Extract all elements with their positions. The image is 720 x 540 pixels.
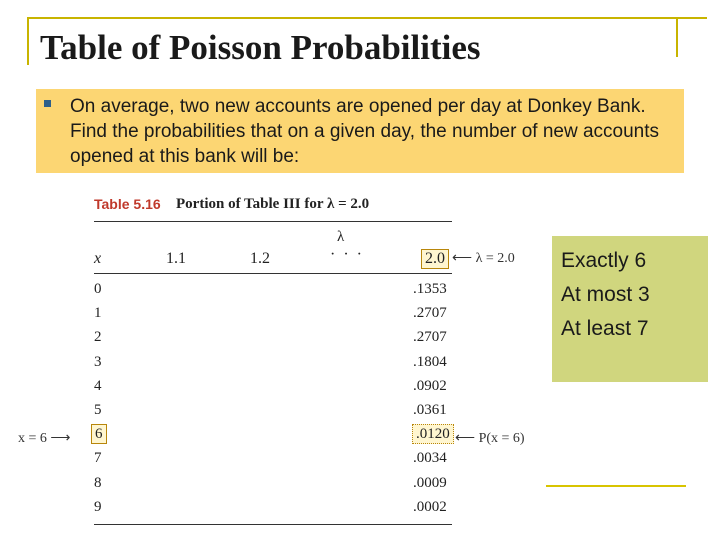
answer-at-most-3: At most 3: [561, 283, 650, 306]
bullet-text: On average, two new accounts are opened per day at Donkey Bank. Find the probabilities that on a given day, the number of new accounts opened at this bank will be:: [70, 96, 660, 167]
slide-title: Table of Poisson Probabilities: [40, 28, 481, 67]
lambda-header: λ: [337, 229, 345, 245]
table-cell-probability: .2707: [413, 329, 447, 345]
decor-line-left: [27, 17, 29, 65]
table-cell-probability: .0009: [413, 475, 447, 491]
bullet-square-icon: [44, 100, 51, 107]
table-cell-x: 4: [94, 378, 102, 394]
table-cell-x: 3: [94, 354, 102, 370]
table-cell-probability: .0034: [413, 450, 447, 466]
table-cell-probability: .0002: [413, 499, 447, 515]
table-cell-probability: .0120: [412, 424, 454, 444]
table-cell-x: 2: [94, 329, 102, 345]
lambda-annotation: ⟵ λ = 2.0: [452, 251, 515, 266]
table-cell-probability: .0361: [413, 402, 447, 418]
header-2-0: 2.0: [421, 249, 449, 269]
x6-annotation: x = 6 ⟶: [18, 431, 71, 446]
px6-annotation: ⟵ P(x = 6): [455, 431, 525, 446]
table-cell-x: 8: [94, 475, 102, 491]
table-caption: Portion of Table III for λ = 2.0: [176, 196, 370, 212]
table-cell-probability: .0902: [413, 378, 447, 394]
table-cell-x: 6: [91, 424, 107, 444]
answer-at-least-7: At least 7: [561, 317, 649, 340]
table-cell-x: 7: [94, 450, 102, 466]
decor-line-top: [27, 17, 707, 19]
table-rule-header: [94, 273, 452, 274]
table-cell-probability: .2707: [413, 305, 447, 321]
table-cell-probability: .1353: [413, 281, 447, 297]
header-x: x: [94, 250, 102, 267]
decor-line-bottom: [546, 485, 686, 487]
table-label: Table 5.16: [94, 196, 161, 212]
table-cell-x: 5: [94, 402, 102, 418]
table-cell-x: 9: [94, 499, 102, 515]
header-1-1: 1.1: [166, 250, 186, 267]
decor-line-right: [676, 17, 678, 57]
table-rule-bottom: [94, 524, 452, 525]
table-cell-probability: .1804: [413, 354, 447, 370]
header-1-2: 1.2: [250, 250, 270, 267]
table-cell-x: 1: [94, 305, 102, 321]
table-rule-top: [94, 221, 452, 222]
answer-exactly-6: Exactly 6: [561, 249, 647, 272]
header-dots: · · ·: [330, 246, 364, 263]
table-cell-x: 0: [94, 281, 102, 297]
